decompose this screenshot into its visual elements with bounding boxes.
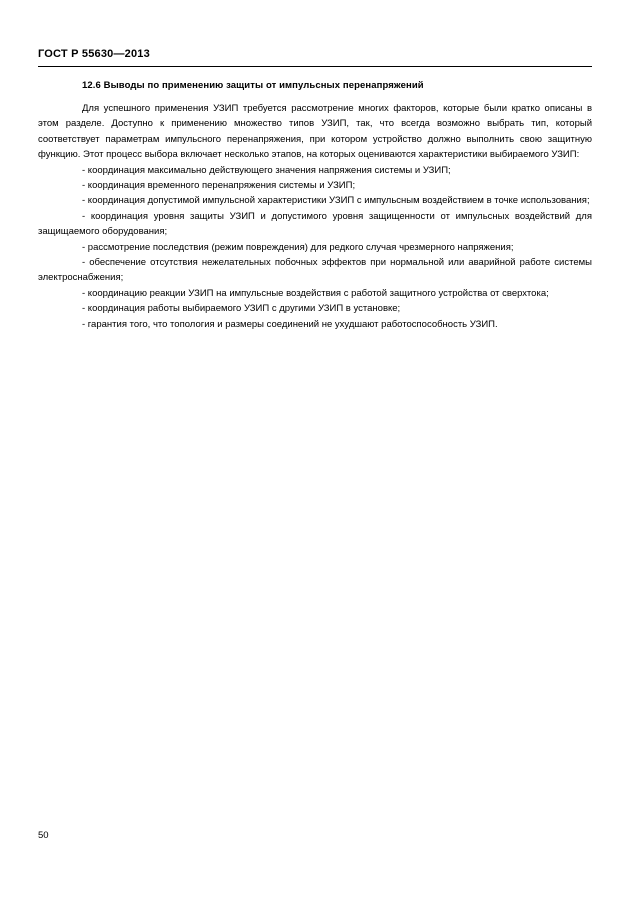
intro-paragraph: Для успешного применения УЗИП требуется рассмотрение многих факторов, которые были кратко описаны в этом разделе. Доступно к применению множество типов УЗИП, так, что всегда возможно выбрать тип, который соответствует параметрам импульсного перенапряжения, при котором устройство должно выполнить свою защитную функцию. Этот процесс выбора включает несколько этапов, на которых оцениваются характеристики выбираемого УЗИП: [38,103,592,161]
list-item: - обеспечение отсутствия нежелательных побочных эффектов при нормальной или аварийной работе системы электроснабжения; [38,257,592,284]
header-rule [38,66,592,67]
list-item: - гарантия того, что топология и размеры соединений не ухудшают работоспособность УЗИП. [82,318,498,330]
list-item: - координацию реакции УЗИП на импульсные воздействия с работой защитного устройства от сверхтока; [82,287,549,299]
document-header: ГОСТ Р 55630—2013 [38,48,150,60]
list-item: - координация временного перенапряжения системы и УЗИП; [82,180,356,192]
page-number: 50 [38,830,49,841]
page-content [38,80,592,332]
list-item: - рассмотрение последствия (режим повреждения) для редкого случая чрезмерного напряжения; [82,241,514,253]
list-item: - координация максимально действующего значения напряжения системы и УЗИП; [82,164,451,176]
list-item: - координация уровня защиты УЗИП и допустимого уровня защищенности от импульсных воздействий для защищаемого оборудования; [38,210,592,238]
list-item: - координация работы выбираемого УЗИП с другими УЗИП в установке; [82,303,401,315]
section-title: 12.6 Выводы по применению защиты от импульсных перенапряжений [82,80,424,91]
list-item: - координация допустимой импульсной характеристики УЗИП с импульсным воздействием в точке использования; [82,195,590,207]
